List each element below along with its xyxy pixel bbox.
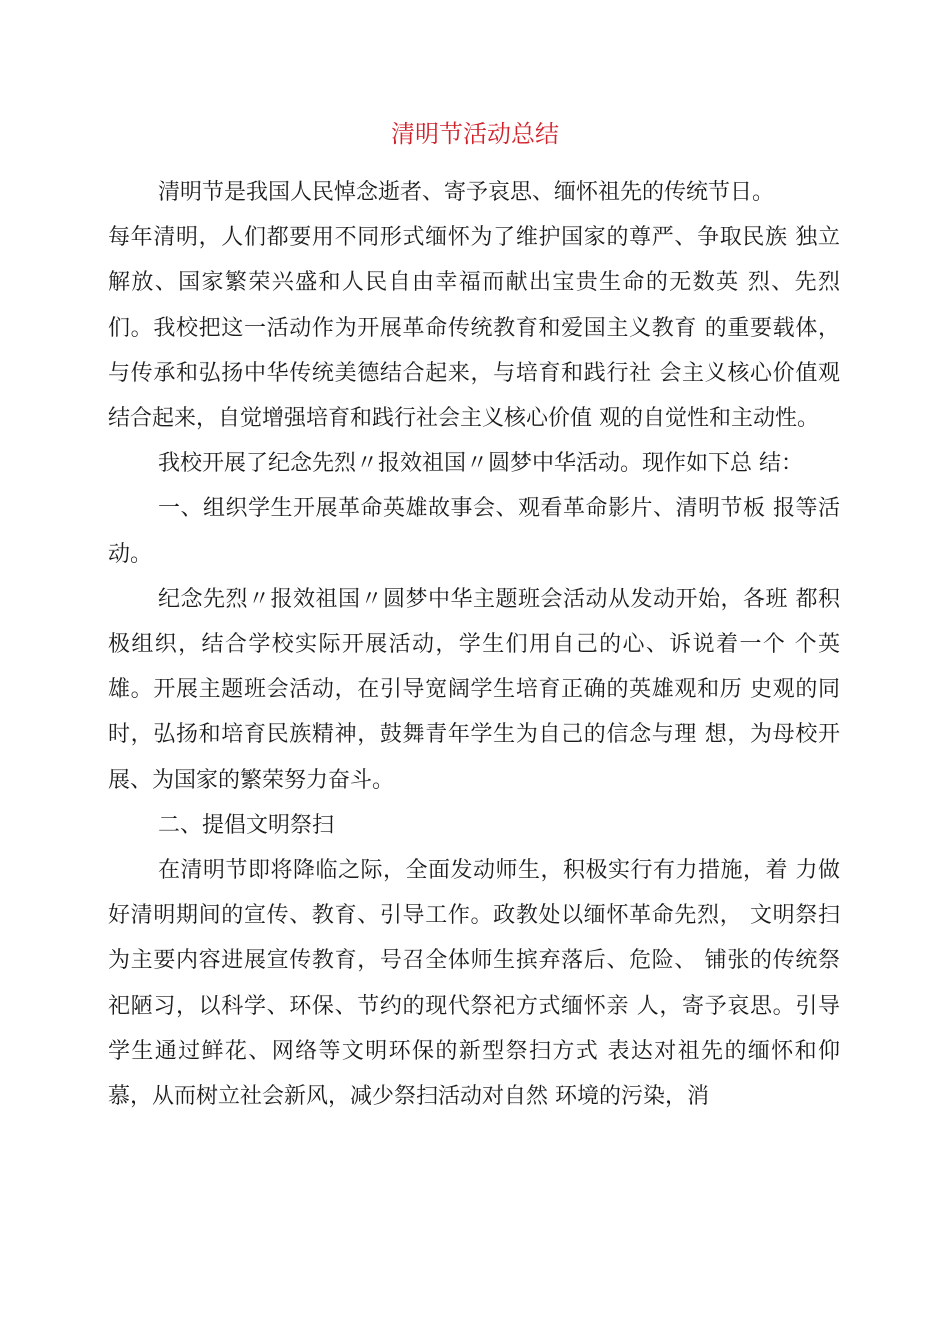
paragraph-summary-intro: 我校开展了纪念先烈〃报效祖国〃圆梦中华活动。现作如下总 结：: [158, 451, 803, 477]
paragraph-intro: 清明节是我国人民悼念逝者、寄予哀思、缅怀祖先的传统节日。: [158, 180, 775, 205]
document-body: [108, 170, 840, 1119]
paragraph-remembrance: 每年清明，人们都要用不同形式缅怀为了维护国家的尊严、争取民族 独立解放、国家繁荣兴盛和人民自由幸福而献出宝贵生命的无数英 烈、先烈们。我校把这一活动作为开展革命传统教育和爱国主义教育 的重要载体，与传承和弘扬中华传统美德结合起来，与培育和践行社 会主义核心价值观结合起来，自觉增强培育和践行社会主义核心价值 观的自觉性和主动性。: [108, 225, 840, 432]
section-heading-two: 二、提倡文明祭扫: [158, 812, 335, 838]
document-title: 清明节活动总结: [391, 120, 559, 148]
section-heading-one: 一、组织学生开展革命英雄故事会、观看革命影片、清明节板 报等活动。: [108, 496, 840, 567]
paragraph-class-meeting: 纪念先烈〃报效祖国〃圆梦中华主题班会活动从发动开始，各班 都积极组织，结合学校实际开展活动，学生们用自己的心、诉说着一个 个英雄。开展主题班会活动，在引导宽阔学生培育正确的英雄观和历 史观的同时，弘扬和培育民族精神，鼓舞青年学生为自己的信念与理 想，为母校开展、为国家的繁荣努力奋斗。: [108, 586, 840, 793]
paragraph-civilized-sweeping: 在清明节即将降临之际，全面发动师生，积极实行有力措施，着 力做好清明期间的宣传、教育、引导工作。政教处以缅怀革命先烈， 文明祭扫为主要内容进展宣传教育，号召全体师生摈弃落后、危险、 铺张的传统祭祀陋习，以科学、环保、节约的现代祭祀方式缅怀亲 人，寄予哀思。引导学生通过鲜花、网络等文明环保的新型祭扫方式 表达对祖先的缅怀和仰慕，从而树立社会新风，减少祭扫活动对自然 环境的污染，消: [108, 858, 840, 1110]
